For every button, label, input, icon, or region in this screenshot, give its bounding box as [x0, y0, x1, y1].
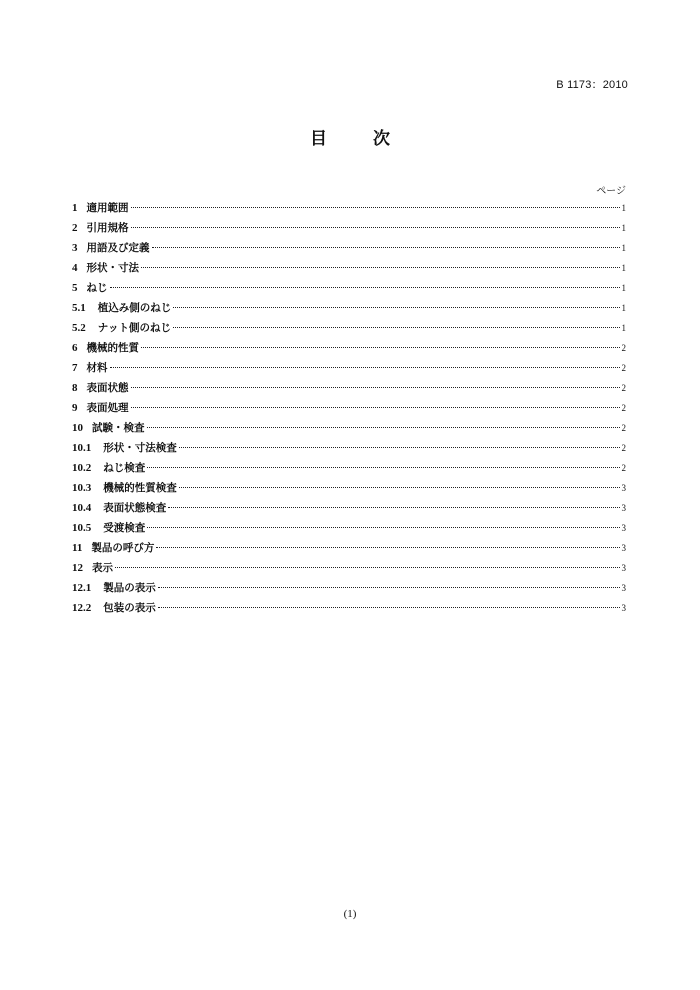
toc-dot-leader [141, 347, 620, 348]
toc-entry-page: 3 [621, 503, 626, 513]
table-of-contents [72, 198, 626, 618]
toc-entry-page: 2 [621, 423, 626, 433]
toc-entry-title: 用語及び定義 [86, 242, 150, 254]
toc-entry-number: 7 [72, 362, 78, 374]
toc-entry-page: 2 [621, 463, 626, 473]
toc-entry-number: 11 [72, 542, 83, 554]
toc-entry-page: 3 [621, 523, 626, 533]
toc-dot-leader [147, 527, 619, 528]
toc-dot-leader [158, 607, 620, 608]
document-code: B 1173：2010 [556, 79, 628, 91]
toc-entry-page: 1 [621, 243, 626, 253]
toc-entry-number: 5.1 [72, 302, 86, 314]
toc-dot-leader [173, 327, 619, 328]
toc-entry[interactable] [72, 438, 626, 458]
toc-entry[interactable] [72, 278, 626, 298]
toc-entry-number: 8 [72, 382, 78, 394]
toc-dot-leader [156, 547, 619, 548]
toc-entry-title: 表面状態 [86, 382, 129, 394]
toc-entry-page: 1 [621, 283, 626, 293]
toc-dot-leader [147, 467, 619, 468]
toc-entry-page: 3 [621, 603, 626, 613]
toc-dot-leader [115, 567, 620, 568]
toc-entry-number: 12.1 [72, 582, 92, 594]
toc-entry-number: 2 [72, 222, 78, 234]
toc-entry-page: 2 [621, 443, 626, 453]
toc-entry-number: 12 [72, 562, 83, 574]
toc-entry-title: ねじ検査 [103, 462, 146, 474]
toc-entry[interactable] [72, 338, 626, 358]
toc-entry[interactable] [72, 418, 626, 438]
toc-entry-number: 4 [72, 262, 78, 274]
toc-entry-page: 2 [621, 363, 626, 373]
toc-entry-title: 引用規格 [86, 222, 129, 234]
toc-dot-leader [173, 307, 619, 308]
toc-entry[interactable] [72, 598, 626, 618]
toc-entry-title: 包装の表示 [103, 602, 156, 614]
toc-dot-leader [131, 407, 620, 408]
toc-entry-page: 3 [621, 583, 626, 593]
toc-entry[interactable] [72, 298, 626, 318]
toc-entry-number: 3 [72, 242, 78, 254]
toc-dot-leader [131, 207, 620, 208]
toc-entry[interactable] [72, 378, 626, 398]
toc-entry-number: 5 [72, 282, 78, 294]
toc-entry[interactable] [72, 478, 626, 498]
toc-entry-title: 材料 [86, 362, 108, 374]
toc-dot-leader [158, 587, 620, 588]
toc-entry-number: 10.5 [72, 522, 92, 534]
toc-entry-page: 3 [621, 483, 626, 493]
toc-entry-page: 1 [621, 203, 626, 213]
toc-entry-number: 6 [72, 342, 78, 354]
toc-entry-title: 試験・検査 [92, 422, 145, 434]
toc-entry-number: 1 [72, 202, 78, 214]
toc-entry-title: 適用範囲 [86, 202, 129, 214]
page-title: 目 次 [310, 129, 410, 149]
toc-entry-number: 10.1 [72, 442, 92, 454]
toc-dot-leader [131, 227, 620, 228]
toc-entry-number: 10.4 [72, 502, 92, 514]
toc-entry-title: 機械的性質検査 [103, 482, 177, 494]
toc-entry[interactable] [72, 558, 626, 578]
toc-entry[interactable] [72, 238, 626, 258]
toc-entry-title: 植込み側のねじ [97, 302, 172, 314]
toc-dot-leader [131, 387, 620, 388]
toc-entry-number: 10.2 [72, 462, 92, 474]
toc-entry-page: 1 [621, 223, 626, 233]
toc-entry-title: 形状・寸法検査 [103, 442, 177, 454]
toc-dot-leader [179, 487, 620, 488]
toc-dot-leader [147, 427, 620, 428]
toc-dot-leader [141, 267, 620, 268]
toc-entry-page: 1 [621, 323, 626, 333]
toc-entry-title: ナット側のねじ [97, 322, 172, 334]
toc-entry[interactable] [72, 498, 626, 518]
toc-dot-leader [110, 367, 620, 368]
toc-entry-title: 受渡検査 [103, 522, 146, 534]
toc-entry-title: 形状・寸法 [86, 262, 139, 274]
toc-entry-title: 表面状態検査 [103, 502, 167, 514]
toc-entry-title: 機械的性質 [86, 342, 139, 354]
toc-entry-number: 5.2 [72, 322, 86, 334]
page-number-footer: (1) [343, 908, 357, 920]
toc-entry-page: 1 [621, 263, 626, 273]
toc-entry-number: 9 [72, 402, 78, 414]
toc-entry[interactable] [72, 358, 626, 378]
toc-entry-page: 2 [621, 403, 626, 413]
toc-entry-page: 3 [621, 563, 626, 573]
toc-entry-number: 10.3 [72, 482, 92, 494]
toc-entry[interactable] [72, 518, 626, 538]
toc-entry-number: 10 [72, 422, 83, 434]
toc-entry-title: 表示 [92, 562, 113, 574]
toc-entry[interactable] [72, 538, 626, 558]
toc-entry[interactable] [72, 398, 626, 418]
toc-entry-title: 製品の表示 [103, 582, 156, 594]
toc-entry-number: 12.2 [72, 602, 92, 614]
toc-dot-leader [179, 447, 620, 448]
toc-entry[interactable] [72, 318, 626, 338]
page-column-label: ページ [596, 186, 626, 197]
toc-entry-page: 2 [621, 343, 626, 353]
toc-entry-page: 1 [621, 303, 626, 313]
toc-dot-leader [152, 247, 620, 248]
toc-entry[interactable] [72, 218, 626, 238]
toc-entry-title: 表面処理 [86, 402, 129, 414]
toc-entry[interactable] [72, 458, 626, 478]
toc-entry-title: 製品の呼び方 [91, 542, 155, 554]
toc-entry-title: ねじ [86, 282, 108, 294]
toc-entry[interactable] [72, 258, 626, 278]
toc-dot-leader [168, 507, 619, 508]
toc-dot-leader [110, 287, 620, 288]
toc-entry[interactable] [72, 198, 626, 218]
toc-entry[interactable] [72, 578, 626, 598]
toc-entry-page: 3 [621, 543, 626, 553]
toc-entry-page: 2 [621, 383, 626, 393]
